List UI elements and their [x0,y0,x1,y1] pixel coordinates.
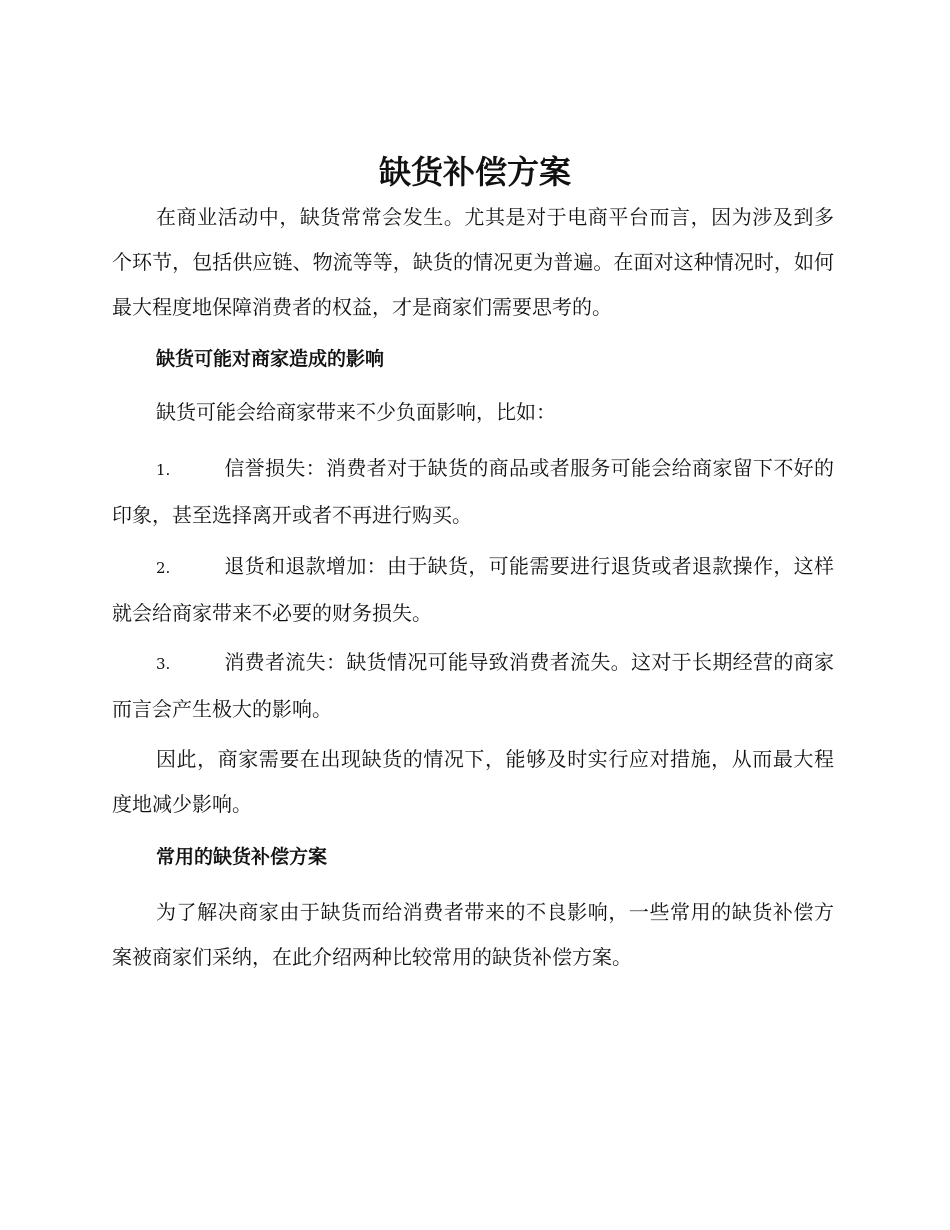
list-item-number: 1. [156,461,171,479]
list-item [112,544,834,636]
solutions-paragraph: 为了解决商家由于缺货而给消费者带来的不良影响，一些常用的缺货补偿方案被商家们采纳，在此介绍两种比较常用的缺货补偿方案。 [112,900,834,969]
list-item [112,640,834,732]
document-title: 缺货补偿方案 [378,153,571,191]
list-item-number: 3. [156,655,171,673]
section-heading-impact: 缺货可能对商家造成的影响 [156,348,385,370]
section-heading-solutions: 常用的缺货补偿方案 [156,846,328,868]
list-item-text: 信誉损失：消费者对于缺货的商品或者服务可能会给商家留下不好的印象，甚至选择离开或者不再进行购买。 [112,456,834,527]
intro-paragraph: 在商业活动中，缺货常常会发生。尤其是对于电商平台而言，因为涉及到多个环节，包括供应链、物流等等，缺货的情况更为普遍。在面对这种情况时，如何最大程度地保障消费者的权益，才是商家们需要思考的。 [112,205,834,319]
list-item-text: 退货和退款增加：由于缺货，可能需要进行退货或者退款操作，这样就会给商家带来不必要的财务损失。 [112,554,834,625]
impact-conclusion-paragraph: 因此，商家需要在出现缺货的情况下，能够及时实行应对措施，从而最大程度地减少影响。 [112,747,834,816]
list-item [112,446,834,538]
impact-lead-paragraph: 缺货可能会给商家带来不少负面影响，比如： [156,400,556,424]
list-item-number: 2. [156,559,171,577]
list-item-text: 消费者流失：缺货情况可能导致消费者流失。这对于长期经营的商家而言会产生极大的影响。 [112,650,834,721]
